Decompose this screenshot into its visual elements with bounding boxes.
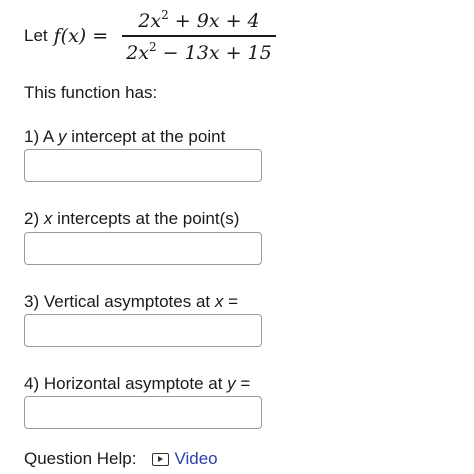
video-link[interactable] (152, 449, 217, 469)
play-video-icon (152, 453, 169, 466)
question-help-label: Question Help: (24, 449, 137, 468)
rational-expression (122, 8, 276, 64)
question-help (24, 449, 218, 469)
question-3-label: 3) Vertical asymptotes at x = (24, 292, 239, 311)
question-2-label: 2) x intercepts at the point(s) (24, 209, 240, 228)
x-intercepts-input[interactable] (24, 232, 262, 265)
denominator: $2x^2 - 13x + 15$ (126, 39, 272, 64)
y-intercept-input[interactable] (24, 149, 262, 182)
video-link-label: Video (174, 449, 218, 468)
horizontal-asymptote-input[interactable] (24, 396, 262, 429)
function-name: f(x) = (53, 25, 109, 47)
intro-text: This function has: (24, 83, 158, 102)
let-word: Let (24, 26, 48, 45)
question-4-label: 4) Horizontal asymptote at y = (24, 374, 251, 393)
vertical-asymptotes-input[interactable] (24, 314, 262, 347)
question-1-label: 1) A y intercept at the point (24, 127, 226, 146)
function-definition (24, 8, 276, 64)
numerator: $2x^2 + 9x + 4$ (138, 8, 260, 33)
